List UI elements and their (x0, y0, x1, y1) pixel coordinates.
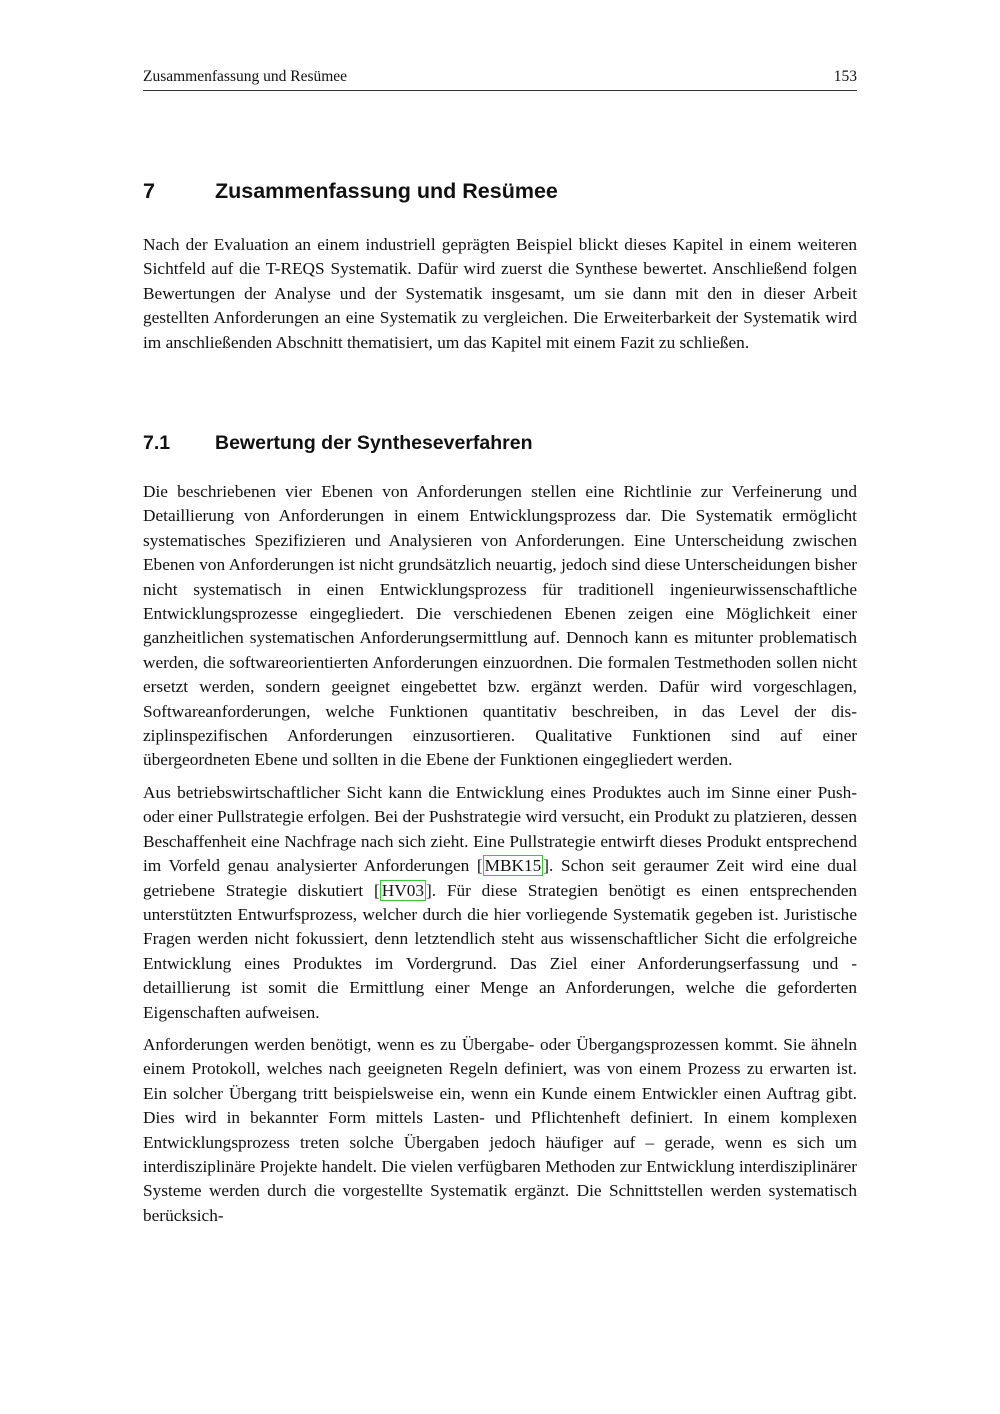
chapter-heading (143, 176, 857, 206)
section-heading (143, 429, 857, 457)
paragraph-strategies (143, 781, 857, 1025)
paragraph-strategies-part1: Aus betriebswirtschaftlicher Sicht kann die Entwicklung eines Produktes auch im Sinne einer Push- oder einer Pullstrategie erfolgen. Bei der Pushstrategie wird versucht, ein Produkt zu platzieren, dessen Beschaffenheit eine Nachfrage nach sich zieht. Eine Pullstrategie entwirft dieses Produkt entsprechend im Vorfeld genau analysierter Anforderungen [ (143, 782, 857, 876)
running-header (143, 66, 857, 91)
paragraph-transitions: Anforderungen werden benötigt, wenn es zu Übergabe- oder Übergangsprozessen kommt. Sie ähneln einem Protokoll, welches nach geeigneten Regeln definiert, was von einem Prozess zu erwarten ist. Ein solcher Übergang tritt beispielsweise ein, wenn ein Kunde einem Entwickler einen Auftrag gibt. Dies wird in bekannter Form mittels Lasten- und Pflichtenheft definiert. In einem komplexen Entwicklungsprozess treten solche Übergaben jedoch häufiger auf – gerade, wenn es sich um interdisziplinäre Projekte handelt. Die vielen verfügbaren Methoden zur Entwicklung interdisziplinärer Systeme werden durch die vorgestellte Systematik ergänzt. Die Schnittstellen werden systematisch berücksich- (143, 1034, 857, 1225)
chapter-title: Zusammenfassung und Resümee (215, 179, 558, 203)
chapter-intro (143, 233, 857, 363)
section-title: Bewertung der Syntheseverfahren (215, 432, 533, 454)
citation-link-mbk15[interactable]: MBK15 (484, 856, 542, 876)
intro-paragraph: Nach der Evaluation an einem industriell geprägten Beispiel blickt dieses Kapitel in einem weiteren Sichtfeld auf die T-REQS Systematik. Dafür wird zuerst die Synthese bewertet. Anschließend folgen Bewertungen der Analyse und der Systematik insgesamt, um sie dann mit den in dieser Arbeit gestellten Anforderungen an eine Systematik zu vergleichen. Die Erweiterbarkeit der Systematik wird im anschließenden Abschnitt thematisiert, um das Kapitel mit einem Fazit zu schließen. (143, 235, 857, 352)
citation-link-hv03[interactable]: HV03 (381, 880, 424, 900)
chapter-number: 7 (143, 179, 155, 203)
paragraph-levels: Die beschriebenen vier Ebenen von Anforderungen stellen eine Richtlinie zur Verfeinerung und Detaillierung von Anforderungen in einem Entwicklungsprozess dar. Die Systematik ermöglicht systematisches Spezifizieren und Analysieren von Anforderungen. Eine Unterscheidung zwischen Ebenen von Anforderungen ist nicht grundsätzlich neuartig, jedoch sind diese Unterscheidungen bisher nicht systematisch in einen Entwicklungsprozess für traditionell ingenieurwissenschaftliche Entwicklungsprozesse eingegliedert. Die verschiedenen Ebenen zeigen eine Möglichkeit einer ganzheitlichen systematischen Anforderungsermittlung auf. Dennoch kann es mitunter problematisch werden, die softwareorientierten Anforderungen einzuordnen. Die formalen Testmethoden sollen nicht ersetzt werden, sondern geeignet eingebettet bzw. ergänzt werden. Dafür wird vorgeschlagen, Softwareanforderungen, welche Funktionen quantitativ beschreiben, in das Level der disziplinspezifischen Anforderungen einzusortieren. Qualitative Funktionen sind auf einer übergeordneten Ebene und sollten in die Ebene der Funktionen eingegliedert werden. (143, 482, 857, 770)
paragraph-strategies-part3: ]. Für diese Strategien benötigt es einen entsprechenden unterstützten Entwurfsprozess, welcher durch die hier vorliegende Systematik gegeben ist. Juristische Fragen werden nicht fokussiert, denn letztendlich steht aus wissenschaftlicher Sicht die erfolgreiche Entwicklung eines Produktes im Vordergrund. Das Ziel einer Anforderungserfassung und -detaillierung ist somit die Ermittlung einer Menge an Anforderungen, welche die geforderten Eigenschaften aufweisen. (143, 880, 858, 1022)
section-number: 7.1 (143, 432, 171, 454)
page-number: 153 (833, 68, 857, 85)
running-header-title: Zusammenfassung und Resümee (143, 68, 348, 85)
section-body (143, 480, 857, 1236)
paragraph-strategies-part2: ]. Schon seit geraumer Zeit wird eine dual getriebene Strategie diskutiert [ (143, 856, 857, 900)
